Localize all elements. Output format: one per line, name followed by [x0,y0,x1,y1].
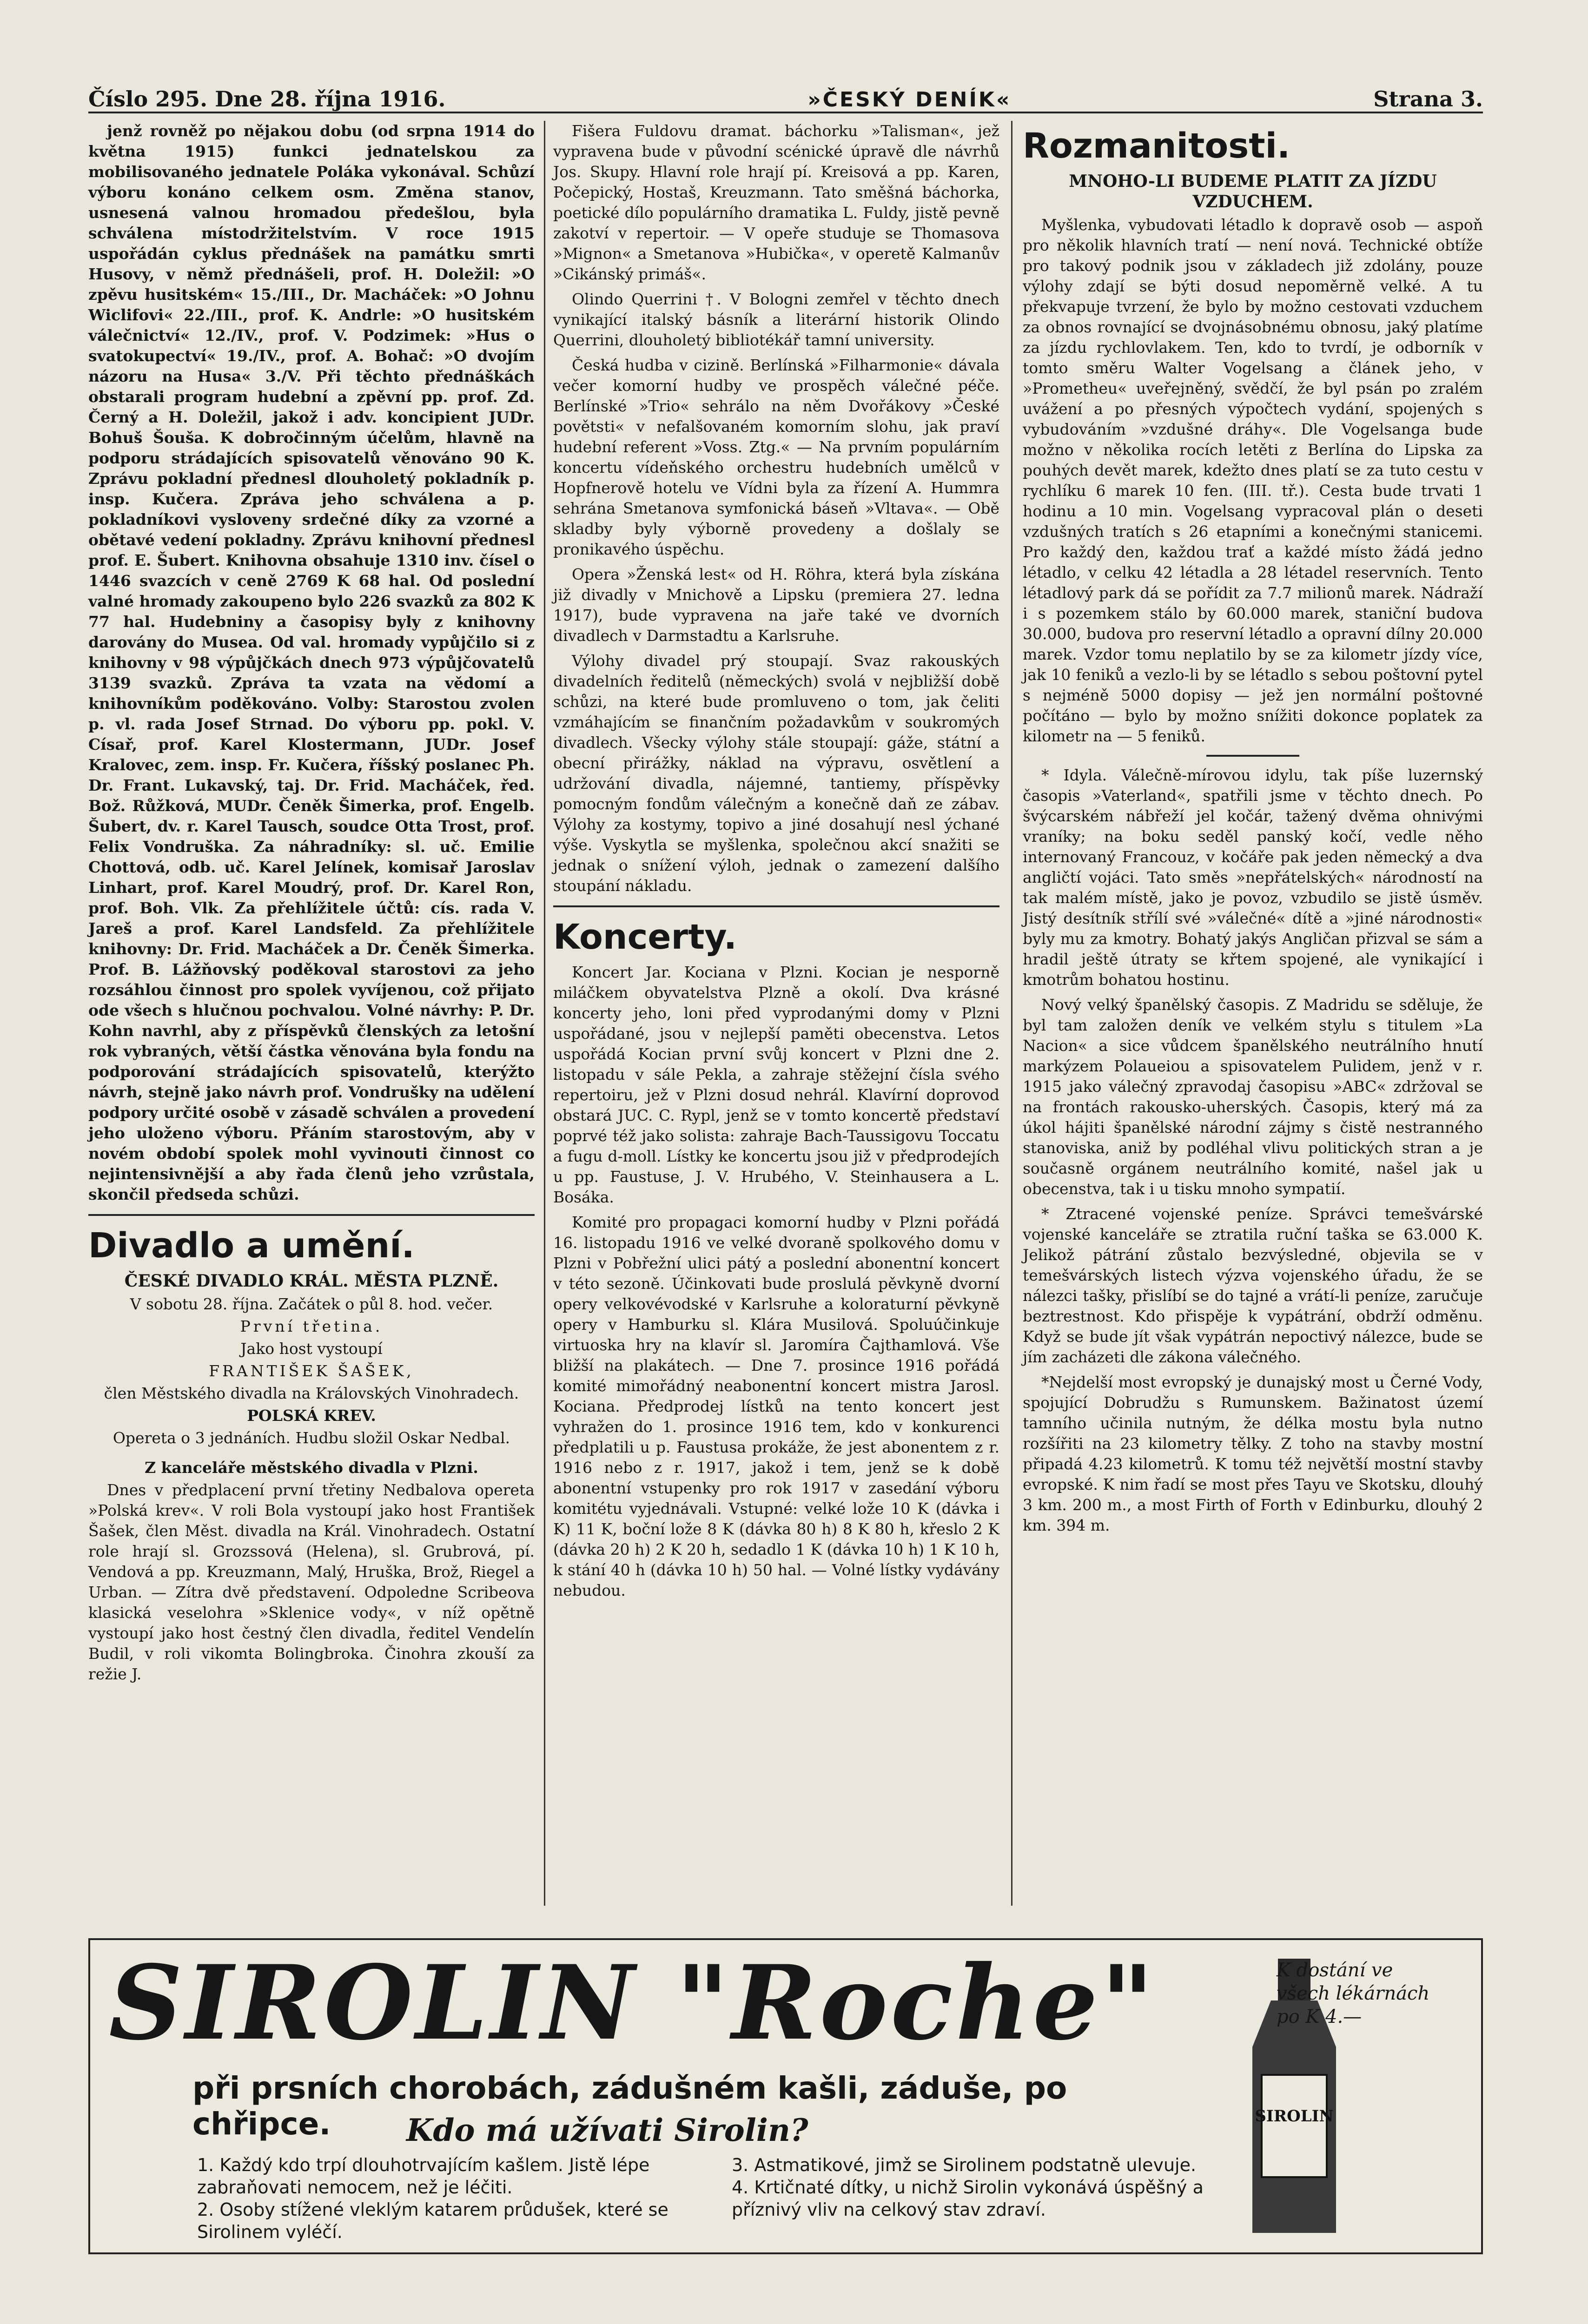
article-paragraph: Olindo Querrini †. V Bologni zemřel v těchto dnech vynikající italský básník a literární historik Olindo Querrini, dlouholetý bibliotékář tamní university. [553,290,999,349]
ad-headline: při prsních chorobách, zádušném kašli, záduše, po chřipce. [192,2070,1067,2142]
sirolin-advertisement [88,1938,1483,2254]
column-1 [88,121,535,1689]
society-report: jenž rovněž po nějakou dobu (od srpna 1914 do května 1915) funkci jednatelskou za mobilisovaného jednatele Poláka vykonával. Schůzí výboru konáno celkem osm. Změna stanov, usnesená valnou hromadou předešlou, byla schválena místodržitelstvím. V roce 1915 uspořádán cyklus přednášek na památku smrti Husovy, v němž přednášeli, prof. H. Doležil: »O zpěvu husitském« 15./III., Dr. Macháček: »O Johnu Wiclifovi« 22./III., prof. K. Andrle: »O husitském válečnictví« 12./IV., prof. V. Podzimek: »Hus o svatokupectví« 19./IV., prof. A. Bohač: »O dvojím názoru na Husa« 3./V. Při těchto přednáškách obstarali program hudební a zpěvní pp. prof. Zd. Černý a H. Doležil, jakož i adv. koncipient JUDr. Bohuš Šouša. K dobročinným účelům, hlavně na podporu strádajících spisovatelů věnováno 90 K. Zprávu pokladní přednesl dlouholetý pokladník p. insp. Kučera. Zpráva jeho schválena a p. pokladníkovi vysloveny srdečné díky za vzorné a obětavé vedení pokladny. Zprávu knihovní přednesl prof. E. Šubert. Knihovna obsahuje 1310 inv. čísel o 1446 svazcích v ceně 2769 K 68 hal. Od poslední valné hromady zakoupeno bylo 226 svazků za 802 K 77 hal. Hudebniny a časopisy byly z knihovny darovány do Musea. Od val. hromady vypůjčilo si z knihovny v 98 výpůjčkách dnech 973 výpůjčovatelů 3139 svazků. Zpráva ta vzata na vědomí a knihovníkům poděkováno. Volby: Starostou zvolen p. vl. rada Josef Strnad. Do výboru pp. pokl. V. Císař, prof. Karel Klostermann, JUDr. Josef Kralovec, zem. insp. Fr. Kučera, říšský poslanec Ph. Dr. Frant. Lukavský, taj. Dr. Frid. Macháček, řed. Bož. Růžková, MUDr. Čeněk Šimerka, prof. Engelb. Šubert, dv. r. Karel Tausch, soudce Otta Trost, prof. Felix Vondruška. Za náhradníky: sl. uč. Emilie Chottová, odb. uč. Karel Jelínek, komisař Jaroslav Linhart, prof. Karel Moudrý, prof. Dr. Karel Ron, prof. Boh. Vlk. Za přehlížitele účtů: cís. rada V. Jareš a prof. Karel Landsfeld. Za přehlížitele knihovny: Dr. Frid. Macháček a Dr. Čeněk Šimerka. Prof. B. Lážňovský poděkoval starostovi za jeho rozsáhlou činnost pro spolek vyvíjenou, což přijato ode všech s hlučnou pochvalou. Volné návrhy: P. Dr. Kohn navrhl, aby z příspěvků členských za letošní rok vybraných, větší částka věnována byla fondu na podporování strádajících spisovatelů, kterýžto návrh, stejně jako návrh prof. Vondrušky na udělení podpory určité osobě v zásadě schválen a provedení jeho uloženo výboru. Přáním starostovým, aby v novém období spolek mohl vyvinouti činnost co nejintensivnější a aby řada členů jeho vzrůstala, skončil předseda schůzi. [88,122,535,1203]
program-date: V sobotu 28. října. Začátek o půl 8. hod. večer. [130,1295,493,1313]
article-paragraph: Výlohy divadel prý stoupají. Svaz rakouských divadelních ředitelů (německých) svolá v nejbližší době schůzi, na které bude promluveno o tom, jak čeliti vzmáhajícím se finančním požadavkům v soukromých divadlech. Všecky výlohy stále stoupají: gáže, státní a obecní přirážky, náklad na výpravu, osvětlení a udržování divadla, nájemné, tantiemy, příspěvky pomocným fondům válečným a konečně daň ze zábav. Výlohy za kostymy, topivo a jiné dosahují nesl ýchané výše. Vyskytla se myšlenka, společnou akcí snažiti se jednak o snížení výloh, jednak o zamezení dalšího stoupání nákladu. [553,652,999,895]
article-paragraph: Opera »Ženská lest« od H. Röhra, která byla získána již divadly v Mnichově a Lipsku (premiera 27. ledna 1917), bude vypravena na jaře také ve dvorních divadlech v Darmstadtu a Karlsruhe. [553,565,999,645]
ad-question: Kdo má užívati Sirolin? [406,2112,808,2148]
ad-list-item: 2. Osoby stížené vleklým katarem průdušek, které se Sirolinem vyléčí. [197,2199,668,2242]
article-paragraph: Koncert Jar. Kociana v Plzni. Kocian je nesporně miláčkem obyvatelstva Plzně a okolí. Dva krásné koncerty jeho, loni před vyprodanými domy v Plzni uspořádané, jsou v nejlepší paměti obecenstva. Letos uspořádá Kocian první svůj koncert v Plzni dne 2. listopadu v sále Pekla, a zahraje stěžejní čísla svého repertoiru, jež v Plzni dosud nehrál. Klavírní doprovod obstará JUC. C. Rypl, jenž se v tomto koncertě představí poprvé též jako solista: zahraje Bach-Taussigovu Toccatu a fugu d-moll. Lístky ke koncertu jsou již v předprodejích u pp. Faustuse, J. V. Hrubého, V. Steinhausera a L. Bosáka. [553,963,999,1206]
article-paragraph: * Ztracené vojenské peníze. Správci temešvárské vojenské kanceláře se ztratila ruční taška se 63.000 K. Jelikož pátrání zůstalo bezvýsledné, objevila se v temešvárských listech výzva vojenského úřadu, že se nálezci tašky, přislíbí se do tajné a vrátí-li peníze, zaručuje beztrestnost. Kdo přispěje k vypátrání, obdrží odměnu. Když se bude jít však vypátrán nepoctivý nálezce, bude se jím zacházeti dle zákona válečného. [1023,1205,1483,1366]
ad-list-left [197,2154,708,2243]
section-title-concerts: Koncerty. [553,917,737,957]
program-line: FRANTIŠEK ŠAŠEK, [209,1362,414,1380]
article-paragraph: *Nejdelší most evropský je dunajský most u Černé Vody, spojující Dobrudžu s Rumunskem. Bažinatost území tamního učinila nutným, že délka mostu byla nutno rozšířiti na 23 kilometry tělky. Z toho na stavby mostní připadá 4.23 kilometrů. K tomu též největší mostní stavby evropské. K nim řadí se most přes Tayu ve Skotsku, dlouhý 3 km. 200 m., a most Firth of Forth v Edinburku, dlouhý 2 km. 394 m. [1023,1373,1483,1534]
ad-list-item: 3. Astmatikové, jimž se Sirolinem podstatně ulevuje. [732,2155,1197,2175]
ad-list-item: 4. Krtičnaté dítky, u nichž Sirolin vykonává úspěšný a příznivý vliv na celkový stav zdraví. [732,2177,1204,2220]
column-3 [1023,121,1483,1540]
article-paragraph: * Idyla. Válečně-mírovou idylu, tak píše luzernský časopis »Vaterland«, spatřili jsme v těchto dnech. Po švýcarském nábřeží jel kočár, tažený dvěma ohnivými vraníky; na boku seděl panský kočí, vedle něho internovaný Francouz, v kočáře pak jeden německý a dva angličtí vojáci. Tato směs »nepřátelských« národností na tak malém místě, jako je povoz, vzbudilo se jistě úsměv. Jistý desítník střílí své »válečné« dítě a »jiné národnosti« byly mu za kmotry. Bohatý jakýs Angličan přizval se sám a hradil ještě útraty se křtem spojené, ale vynikající i kmotrům bohatou hostinu. [1023,766,1483,989]
program-line: Opereta o 3 jednáních. Hudbu složil Oskar Nedbal. [112,1429,510,1447]
article-title: MNOHO-LI BUDEME PLATIT ZA JÍZDU VZDUCHEM. [1069,172,1437,211]
ad-list-item: 1. Každý kdo trpí dlouhotrvajícím kašlem. Jistě lépe zabraňovati nemocem, než je léčiti. [197,2155,650,2198]
issue-date: Číslo 295. Dne 28. října 1916. [88,86,446,112]
ad-price: K dostání ve všech lékárnách po K 4.— [1277,1960,1430,2027]
page-number: Strana 3. [1373,86,1483,112]
theatre-name: ČESKÉ DIVADLO KRÁL. MĚSTA PLZNĚ. [124,1271,499,1291]
program-line: Jako host vystoupí [240,1340,383,1358]
section-title-miscellany: Rozmanitosti. [1023,126,1290,166]
article-paragraph: Česká hudba v cizině. Berlínská »Filharmonie« dávala večer komorní hudby ve prospěch válečné péče. Berlínské »Trio« sehrálo na něm Dvořákovy »České povětsti« v nefalšovaném komorním slohu, jak praví hudební referent »Voss. Ztg.« — Na prvním populárním koncertu vídeňského orchestru hudebních umělců v Hopfnerově hotelu ve Vídni byla za řízení A. Hummra sehrána Smetanova symfonická báseň »Vltava«. — Obě skladby byly výborně provedeny a došlaly se pronikavého úspěchu. [553,356,999,558]
program-line: POLSKÁ KREV. [247,1406,376,1425]
column-2 [553,121,999,1605]
article-paragraph: Myšlenka, vybudovati létadlo k dopravě osob — aspoň pro několik hlavních tratí — není nová. Technické obtíže pro takový podnik jsou v základech již zdolány, pouze výlohy zdají se býti dosud nepoměrně velké. A tu překvapuje tvrzení, že bylo by možno cestovati vzduchem za obnos rovnající se dvojnásobnému obnosu, jaký platíme za jízdu rychlovlakem. Ten, kdo to tvrdí, je odborník v tomto směru Walter Vogelsang a článek jeho, v »Prometheu« uveřejněný, svědčí, že byl psán po zralém uvážení a po přesných výpočtech vydání, spojených s vybudováním »vzdušné dráhy«. Dle Vogelsanga bude možno v několika rocích letěti z Berlína do Lipska za pouhých devět marek, kdežto dnes platí se za tuto cestu v rychlíku 6 marek 10 fen. (III. tř.). Cesta bude trvati 1 hodinu a 10 min. Vogelsang vypracoval plán o deseti vzdušných tratích s 26 etapními a konečnými stanicemi. Pro každý den, každou trať a každé místo žádá jedno létadlo, v celku 42 létadla a 28 létadel reservních. Tento létadlový park dá se pořídit za 7.7 milionů marek. Nádraží i s pozemkem stálo by 60.000 marek, staniční budova 30.000, budova pro reservní létadlo a opravní dílny 20.000 marek. Vzdor tomu neplatilo by se za kilometr jízdy více, jak 10 feniků a vezlo-li by se létadlo s sebou poštovní pytel s nejméně 5000 dopisy — jež jen normální poštovné počítáno — bylo by možno snížiti dokonce poplatek za kilometr na — 5 feniků. [1023,216,1483,745]
page-header [88,70,1483,113]
office-text: Dnes v předplacení první třetiny Nedbalova opereta »Polská krev«. V roli Bola vystoupí jako host František Šašek, člen Měst. divadla na Král. Vinohradech. Ostatní role hrají sl. Grozssová (Helena), sl. Grubrová, pí. Vendová a pp. Kreuzmann, Malý, Hruška, Brož, Riegel a Urban. — Zítra dvě představení. Odpoledne Scribeova klasická veselohra »Sklenice vody«, v níž opětně vystoupí jako host čestný člen divadla, ředitel Vendelín Budil, v roli vikomta Bolingbroka. Činohra zkouší za režie J. [88,1481,535,1683]
article-paragraph: Fišera Fuldovu dramat. báchorku »Talisman«, jež vypravena bude v původní scénické úpravě dle návrhů Jos. Skupy. Hlavní role hrají pí. Kreisová a pp. Karen, Počepický, Hostaš, Kreuzmann. Tato směšná báchorka, poetické dílo populárního dramatika L. Fuldy, jistě pevně zakotví v repertoir. — V opeře studuje se Thomasova »Mignon« a Smetanova »Hubička«, v operetě Kalmanův »Cikánský primáš«. [553,122,999,283]
ad-brand: SIROLIN "Roche" [109,1942,1157,2063]
article-paragraph: Nový velký španělský časopis. Z Madridu se sděluje, že byl tam založen deník ve velkém stylu s titulem »La Nacion« a sice vůdcem španělského neutrálního hnutí markýzem Polaueiou a spisovatelem Pulidem, jenž v r. 1915 jako válečný zpravodaj časopisu »ABC« zdržoval se na frontách rakousko-uherských. Časopis, který má za úkol hájiti španělské národní zájmy s čistě nestranného stanoviska, aniž by podléhal vlivu politických stran a je současně orgánem neutrálního komité, našel jak u obecenstva, tak i u tisku mnoho sympatií. [1023,996,1483,1198]
short-rule [1206,755,1299,757]
ad-list-right [732,2154,1243,2221]
section-title-theatre: Divadlo a umění. [88,1226,415,1266]
article-paragraph: Komité pro propagaci komorní hudby v Plzni pořádá 16. listopadu 1916 ve velké dvoraně spolkového domu v Plzni v Pobřežní ulici pátý a poslední abonentní koncert v této sezoně. Účinkovati bude proslulá pěvkyně dvorní opery velkovévodské v Karlsruhe a koloraturní pěvkyně opery v Hamburku sl. Klára Musilová. Spoluúčinkuje virtuoska hry na klavír sl. Jaromíra Čajthamlová. Vše bližší na plakátech. — Dne 7. prosince 1916 pořádá komité mimořádný neabonentní koncert mistra Jarosl. Kociana. Předprodej lístků na tento koncert jest vyhražen do 1. prosince 1916 tem, kdo v konkurenci předplatili u p. Faustusa prokáže, že jest abonentem z r. 1916 nebo z r. 1917, jakož i tem, jenž se k době abonentní vstupenky pro rok 1917 v zasedání výboru komitétu vyjednávali. Vstupné: velké lože 10 K (dávka i K) 11 K, boční lože 8 K (dávka 80 h) 8 K 80 h, křeslo 2 K (dávka 20 h) 2 K 20 h, sedadlo 1 K (dávka 10 h) 1 K 10 h, k stání 40 h (dávka 10 h) 50 hal. — Volné lístky vydávány nebudou. [553,1213,999,1599]
column-divider-2 [1011,121,1012,1906]
column-divider-1 [544,121,545,1906]
section-rule [553,905,999,907]
program-line: člen Městského divadla na Královských Vinohradech. [104,1384,519,1402]
bottle-label: SIROLIN [1255,2107,1334,2126]
newspaper-page [88,70,1483,2254]
section-rule [88,1214,535,1216]
office-title: Z kanceláře městského divadla v Plzni. [145,1459,478,1477]
program-line: První třetina. [240,1317,383,1335]
newspaper-title: »ČESKÝ DENÍK« [807,88,1012,112]
